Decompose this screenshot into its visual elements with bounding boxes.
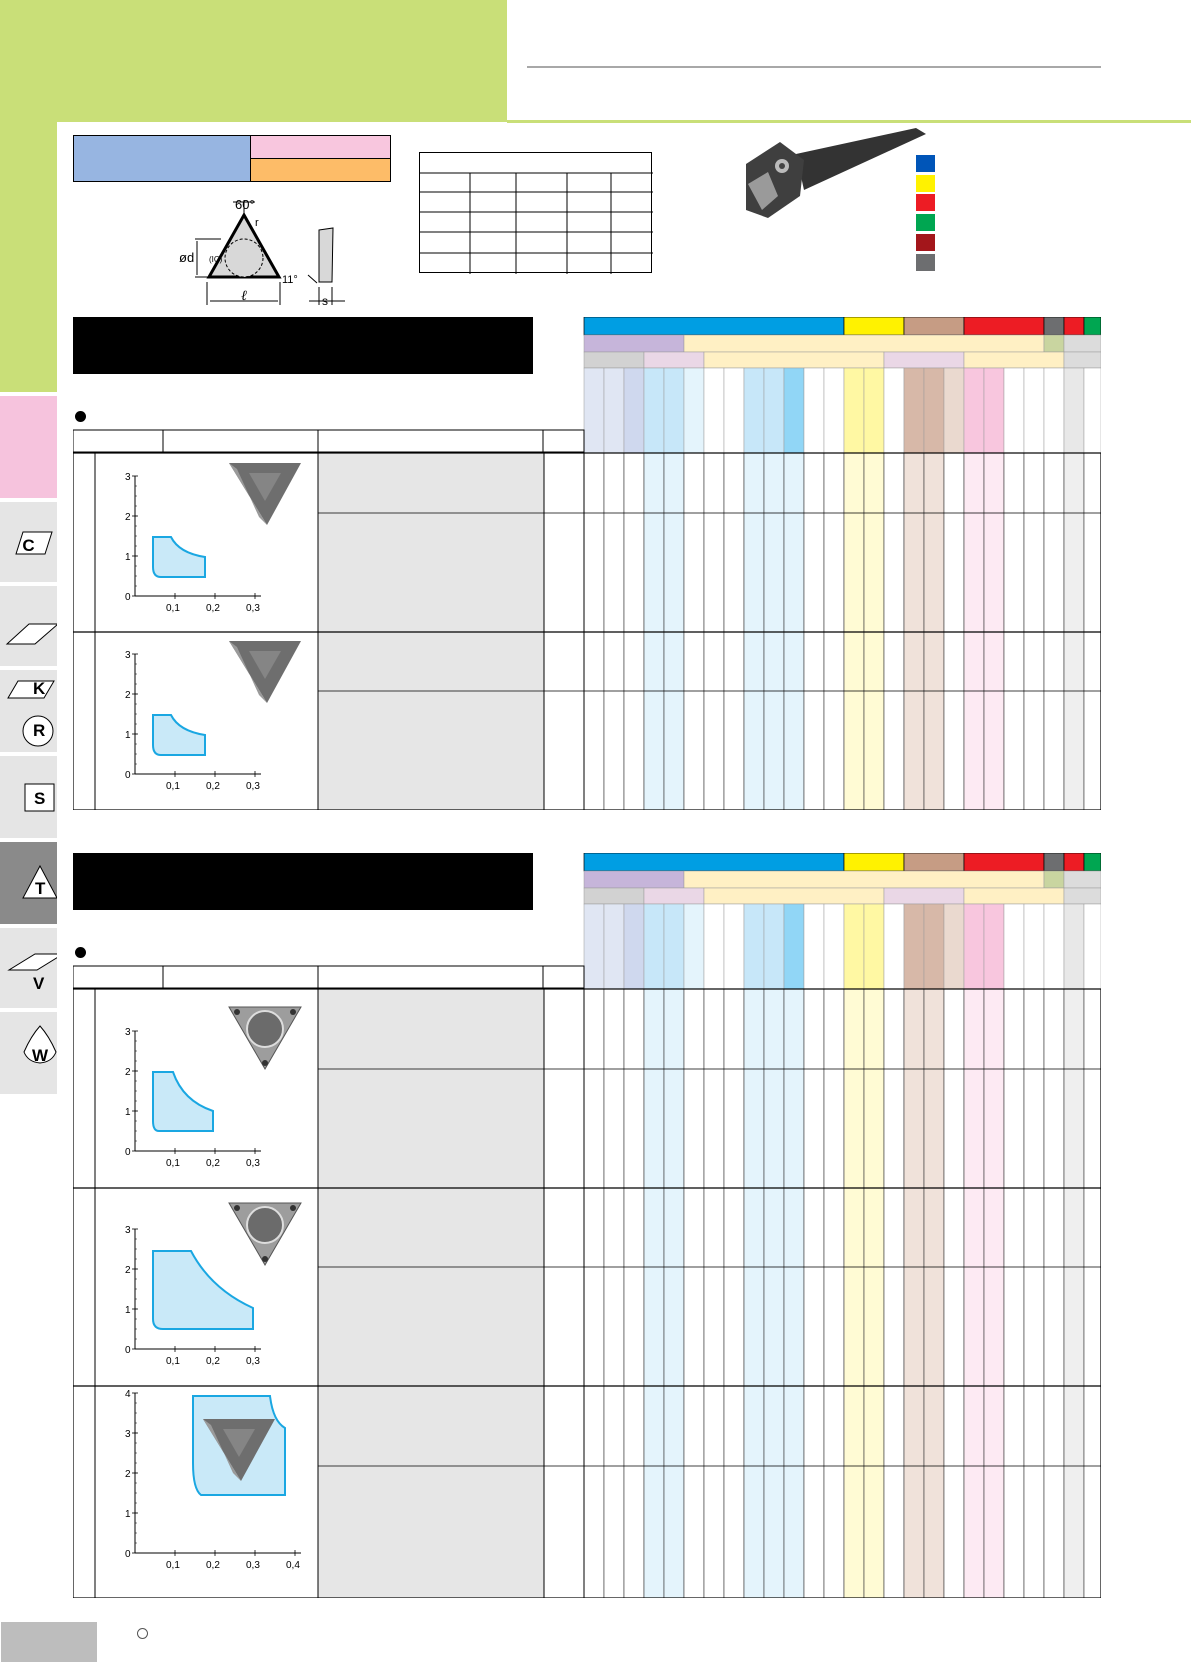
header-col-22 [1024, 904, 1044, 989]
tab-label-s: S [34, 789, 46, 808]
header-sub-2 [1044, 335, 1064, 352]
body-col-13 [844, 989, 864, 1598]
body-col-5 [684, 989, 704, 1598]
header-col-20 [984, 368, 1004, 453]
chart-x-label: 0,2 [206, 1158, 220, 1169]
chart-y-label: 0 [125, 1345, 131, 1356]
body-col-22 [1024, 989, 1044, 1598]
chart-y-label: 2 [125, 1469, 131, 1480]
header-col-17 [924, 904, 944, 989]
header-sub2-0 [584, 888, 644, 904]
body-col-7 [724, 989, 744, 1598]
body-col-23 [1044, 989, 1064, 1598]
swatch-blue [916, 155, 935, 172]
chart-y-label: 4 [125, 1389, 131, 1400]
header-col-9 [764, 368, 784, 453]
header-col-5 [684, 904, 704, 989]
side-band [0, 122, 57, 392]
header-group-6 [1084, 317, 1101, 335]
header-col-10 [784, 368, 804, 453]
chart-x-label: 0,3 [246, 1560, 260, 1571]
header-col-16 [904, 904, 924, 989]
tab-t[interactable] [0, 842, 57, 926]
chart-x-label: 0,2 [206, 603, 220, 614]
chart-y-label: 0 [125, 1147, 131, 1158]
chart-area [153, 1072, 213, 1131]
header-col-11 [804, 904, 824, 989]
body-col-20 [984, 989, 1004, 1598]
header-col-24 [1064, 904, 1084, 989]
header-sub2-4 [964, 352, 1064, 368]
chart-x-label: 0,1 [166, 1158, 180, 1169]
tab-label-t: T [35, 879, 46, 898]
body-col-3 [644, 989, 664, 1598]
body-col-2 [624, 989, 644, 1598]
header-sub2-2 [704, 888, 884, 904]
header-sub2-1 [644, 888, 704, 904]
header-col-13 [844, 904, 864, 989]
header-sub2-4 [964, 888, 1064, 904]
chart-4 [125, 1225, 261, 1367]
chart-1 [125, 472, 261, 614]
header-col-11 [804, 368, 824, 453]
header-col-8 [744, 904, 764, 989]
chart-y-label: 2 [125, 512, 131, 523]
header-col-1 [604, 904, 624, 989]
header-group-4 [1044, 853, 1064, 871]
grade-legend [73, 135, 391, 182]
header-group-4 [1044, 317, 1064, 335]
swatch-green [916, 214, 935, 231]
tab-s[interactable] [0, 756, 57, 840]
rhombus-35-icon [0, 928, 57, 1010]
tab-w[interactable] [0, 1012, 57, 1096]
insert-dot [262, 1060, 268, 1066]
swatch-red [916, 194, 935, 211]
header-sub2-0 [584, 352, 644, 368]
header-band [0, 0, 507, 122]
angle-label: 60° [235, 197, 255, 212]
chart-area [153, 537, 205, 577]
body-col-24 [1064, 989, 1084, 1598]
header-col-3 [644, 368, 664, 453]
header-col-8 [744, 368, 764, 453]
header-sub2-3 [884, 352, 964, 368]
swatch-grey [916, 254, 935, 271]
tab-c[interactable] [0, 502, 57, 584]
chart-y-label: 0 [125, 770, 131, 781]
header-underline [507, 120, 1191, 123]
body-col-11 [804, 989, 824, 1598]
legend-pink [251, 136, 390, 159]
insert-dot [290, 1009, 296, 1015]
insert-photo-4 [229, 1203, 301, 1265]
header-group-3 [964, 853, 1044, 871]
header-col-21 [1004, 368, 1024, 453]
insert-photo-2 [229, 641, 301, 703]
insert-drawing [175, 195, 355, 310]
section-2-table [73, 853, 1101, 1598]
parallelogram-icon [0, 670, 57, 754]
header-col-23 [1044, 368, 1064, 453]
header-col-18 [944, 904, 964, 989]
tab-label-v: V [33, 974, 45, 993]
section-2-grid [73, 853, 1101, 1598]
header-col-7 [724, 904, 744, 989]
header-col-20 [984, 904, 1004, 989]
chart-y-label: 1 [125, 552, 131, 563]
chart-y-label: 3 [125, 1429, 131, 1440]
chart-y-label: 3 [125, 1027, 131, 1038]
chart-x-label: 0,2 [206, 1356, 220, 1367]
header-sub2-1 [644, 352, 704, 368]
page-number-box [1, 1622, 97, 1662]
section-1-grid [73, 317, 1101, 810]
header-col-15 [884, 368, 904, 453]
header-sub2-5 [1064, 352, 1101, 368]
header-col-21 [1004, 904, 1024, 989]
header-sub-0 [584, 335, 684, 352]
tab-v[interactable] [0, 928, 57, 1010]
legend-orange [251, 159, 390, 181]
chart-x-label: 0,3 [246, 1356, 260, 1367]
chart-y-label: 3 [125, 1225, 131, 1236]
left-header [73, 966, 584, 988]
header-col-17 [924, 368, 944, 453]
header-col-14 [864, 368, 884, 453]
insert-dot [262, 1256, 268, 1262]
rhombus-55-icon [0, 586, 57, 668]
chart-3 [125, 1027, 261, 1169]
header-col-25 [1084, 368, 1101, 453]
chart-x-label: 0,1 [166, 1356, 180, 1367]
header-col-6 [704, 368, 724, 453]
chart-area [153, 1251, 253, 1329]
body-col-17 [924, 989, 944, 1598]
header-group-5 [1064, 317, 1084, 335]
body-col-21 [1004, 989, 1024, 1598]
dimension-table [419, 152, 652, 273]
description-column [318, 989, 544, 1598]
chart-5 [125, 1389, 301, 1571]
chart-x-label: 0,2 [206, 1560, 220, 1571]
section-1-table [73, 317, 1101, 810]
header-group-0 [584, 853, 844, 871]
header-col-7 [724, 368, 744, 453]
chart-y-label: 1 [125, 730, 131, 741]
chart-y-label: 1 [125, 1509, 131, 1520]
tab-label-r: R [33, 721, 46, 740]
header-col-19 [964, 904, 984, 989]
chart-x-label: 0,4 [286, 1560, 300, 1571]
chart-y-label: 2 [125, 1067, 131, 1078]
header-col-12 [824, 368, 844, 453]
clearance-label: 11° [282, 274, 298, 286]
insert-photo-3 [229, 1007, 301, 1069]
body-col-1 [604, 989, 624, 1598]
header-col-23 [1044, 904, 1064, 989]
trigon-icon [0, 1012, 57, 1096]
footer-mark [137, 1628, 148, 1639]
body-col-8 [744, 989, 764, 1598]
body-col-25 [1084, 989, 1101, 1598]
header-group-2 [904, 317, 964, 335]
insert-dot [290, 1205, 296, 1211]
chart-y-label: 1 [125, 1305, 131, 1316]
header-sub-1 [684, 871, 1044, 888]
dimension-table-grid [420, 153, 653, 274]
header-col-2 [624, 904, 644, 989]
tab-label-k: K [33, 679, 46, 698]
chart-y-label: 2 [125, 690, 131, 701]
body-col-16 [904, 989, 924, 1598]
header-sub-3 [1064, 871, 1101, 888]
chart-y-label: 0 [125, 1549, 131, 1560]
corner-label: r [255, 217, 259, 229]
body-col-12 [824, 989, 844, 1598]
insert-hole [247, 1011, 283, 1047]
header-col-1 [604, 368, 624, 453]
header-sub-1 [684, 335, 1044, 352]
chart-y-label: 1 [125, 1107, 131, 1118]
header-col-0 [584, 368, 604, 453]
header-col-4 [664, 368, 684, 453]
body-col-0 [584, 989, 604, 1598]
header-sub2-2 [704, 352, 884, 368]
body-col-10 [784, 989, 804, 1598]
diameter-label: ød [179, 250, 195, 265]
insert-dot [234, 1009, 240, 1015]
length-label: ℓ [241, 289, 247, 304]
header-col-16 [904, 368, 924, 453]
header-col-2 [624, 368, 644, 453]
boring-bar-image [738, 126, 928, 222]
chart-y-label: 2 [125, 1265, 131, 1276]
chart-x-label: 0,1 [166, 603, 180, 614]
header-col-19 [964, 368, 984, 453]
tab-active-section[interactable] [0, 396, 57, 500]
tab-label-w: W [32, 1046, 49, 1065]
insert-dot [234, 1205, 240, 1211]
tab-kr[interactable] [0, 670, 57, 754]
body-col-14 [864, 989, 884, 1598]
legend-blue [74, 136, 251, 181]
insert-hole [247, 1207, 283, 1243]
header-col-3 [644, 904, 664, 989]
tab-label-c: C [22, 536, 35, 555]
body-col-19 [964, 989, 984, 1598]
chart-x-label: 0,3 [246, 1158, 260, 1169]
body-col-9 [764, 989, 784, 1598]
header-group-1 [844, 317, 904, 335]
chart-y-label: 3 [125, 650, 131, 661]
chart-y-label: 0 [125, 592, 131, 603]
header-col-6 [704, 904, 724, 989]
header-col-9 [764, 904, 784, 989]
thickness-label: s [322, 294, 328, 308]
header-col-14 [864, 904, 884, 989]
header-col-22 [1024, 368, 1044, 453]
header-col-15 [884, 904, 904, 989]
swatch-yellow [916, 175, 935, 192]
chart-x-label: 0,3 [246, 781, 260, 792]
header-sub-0 [584, 871, 684, 888]
header-col-0 [584, 904, 604, 989]
header-rule [527, 66, 1101, 68]
header-col-5 [684, 368, 704, 453]
chart-2 [125, 650, 261, 792]
header-col-10 [784, 904, 804, 989]
tab-d[interactable] [0, 586, 57, 668]
header-col-12 [824, 904, 844, 989]
header-sub-2 [1044, 871, 1064, 888]
header-col-4 [664, 904, 684, 989]
header-col-25 [1084, 904, 1101, 989]
header-group-0 [584, 317, 844, 335]
header-group-6 [1084, 853, 1101, 871]
header-sub-3 [1064, 335, 1101, 352]
chart-area [153, 715, 205, 755]
header-col-24 [1064, 368, 1084, 453]
left-header [73, 430, 584, 452]
chart-y-label: 3 [125, 472, 131, 483]
header-col-18 [944, 368, 964, 453]
header-group-5 [1064, 853, 1084, 871]
header-group-2 [904, 853, 964, 871]
body-col-4 [664, 989, 684, 1598]
body-col-18 [944, 989, 964, 1598]
body-col-15 [884, 989, 904, 1598]
chart-x-label: 0,3 [246, 603, 260, 614]
ic-label: (IC) [209, 255, 223, 264]
header-group-1 [844, 853, 904, 871]
header-group-3 [964, 317, 1044, 335]
triangle-icon [0, 842, 57, 926]
chart-x-label: 0,1 [166, 781, 180, 792]
body-col-6 [704, 989, 724, 1598]
square-icon [0, 756, 57, 840]
header-sub2-5 [1064, 888, 1101, 904]
header-col-13 [844, 368, 864, 453]
header-sub2-3 [884, 888, 964, 904]
swatch-darkred [916, 234, 935, 251]
chart-x-label: 0,1 [166, 1560, 180, 1571]
chart-x-label: 0,2 [206, 781, 220, 792]
insert-photo-1 [229, 463, 301, 525]
